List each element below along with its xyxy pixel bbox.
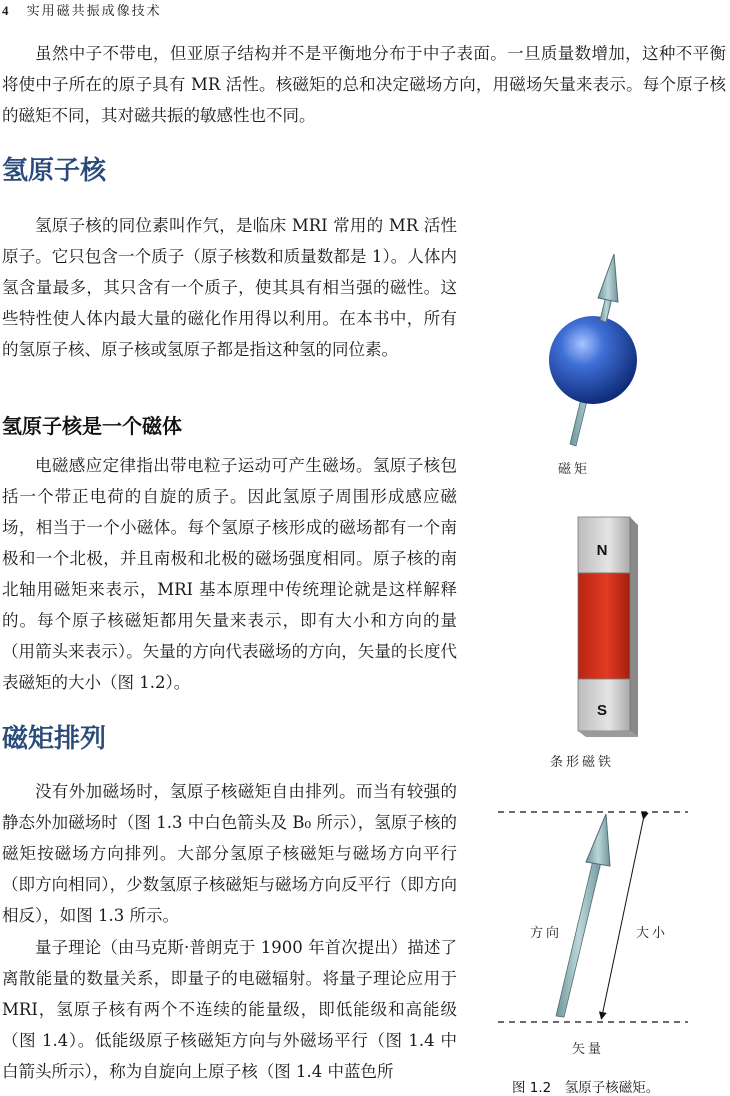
magnet-south-label: S [596,702,608,719]
page-number: 4 [2,3,11,18]
figure-caption: 图 1.2 氢原子核磁矩。 [512,1080,660,1096]
nucleus-sphere [549,316,637,404]
vector-arrow [556,814,610,1017]
section-heading-nucleus-magnet: 氢原子核是一个磁体 [2,414,182,438]
nucleus-magnet-paragraph: 电磁感应定律指出带电粒子运动可产生磁场。氢原子核包括一个带正电荷的自旋的质子。因此氢原子周围形成感应磁场，相当于一个小磁体。每个氢原子核形成的磁场都有一个南极和一个北极，并且南极和北极的磁场强度相同。原子核的南北轴用磁矩来表示，MRI 基本原理中传统理论就是这样解释的。每个原子核磁矩都用矢量来表示，即有大小和方向的量（用箭头来表示）。矢量的方向代表磁场的方向，矢量的长度代表磁矩的大小（图 1.2）。 [2,456,457,692]
running-header [2,0,162,19]
vector-magnitude-label: 大小 [636,926,669,941]
magnet-body [578,573,630,679]
intro-paragraph: 虽然中子不带电，但亚原子结构并不是平衡地分布于中子表面。一旦质量数增加，这种不平衡将使中子所在的原子具有 MR 活性。核磁矩的总和决定磁场方向，用磁场矢量来表示。每个原子核的磁矩不同，其对磁共振的敏感性也不同。 [2,44,726,125]
bar-magnet [498,505,688,750]
running-title: 实用磁共振成像技术 [26,4,162,19]
vector-diagram [498,800,688,1035]
section-heading-moment-alignment: 磁矩排列 [2,724,107,754]
vector-direction-label: 方向 [530,926,563,941]
moment-alignment-paragraph-1: 没有外加磁场时，氢原子核磁矩自由排列。而当有较强的静态外加磁场时（图 1.3 中白色箭头及 B₀ 所示），氢原子核的磁矩按磁场方向排列。大部分氢原子核磁矩与磁场方向平行（即方向相同），少数氢原子核磁矩与磁场方向反平行（即方向相反），如图 1.3 所示。 [2,782,457,925]
figure-vector-panel [498,800,688,1062]
magnet-caption: 条形磁铁 [550,755,615,770]
spin-caption: 磁矩 [558,462,591,477]
moment-alignment-paragraph-2: 量子理论（由马克斯·普朗克于 1900 年首次提出）描述了离散能量的数量关系，即量子的电磁辐射。将量子理论应用于 MRI，氢原子核有两个不连续的能量级，即低能级和高能级（图 1.4）。低能级原子核磁矩方向与外磁场平行（图 1.4 中白箭头所示），称为自旋向上原子核（图 1.4 中蓝色所 [2,938,457,1081]
arrow-head [598,254,618,302]
figure-magnet-panel [498,505,688,775]
figure-spin-panel [498,232,688,480]
magnet-north-label: N [596,542,608,559]
section-heading-hydrogen-nucleus: 氢原子核 [2,156,107,186]
vector-caption: 矢量 [572,1042,605,1057]
hydrogen-nucleus-paragraph: 氢原子核的同位素叫作氕，是临床 MRI 常用的 MR 活性原子。它只包含一个质子（原子核数和质量数都是 1）。人体内氢含量最多，其只含有一个质子，使其具有相当强的磁性。这些特性使人体内最大量的磁化作用得以利用。在本书中，所有的氢原子核、原子核或氢原子都是指这种氢的同位素。 [2,216,457,359]
spin-illustration [498,232,688,480]
